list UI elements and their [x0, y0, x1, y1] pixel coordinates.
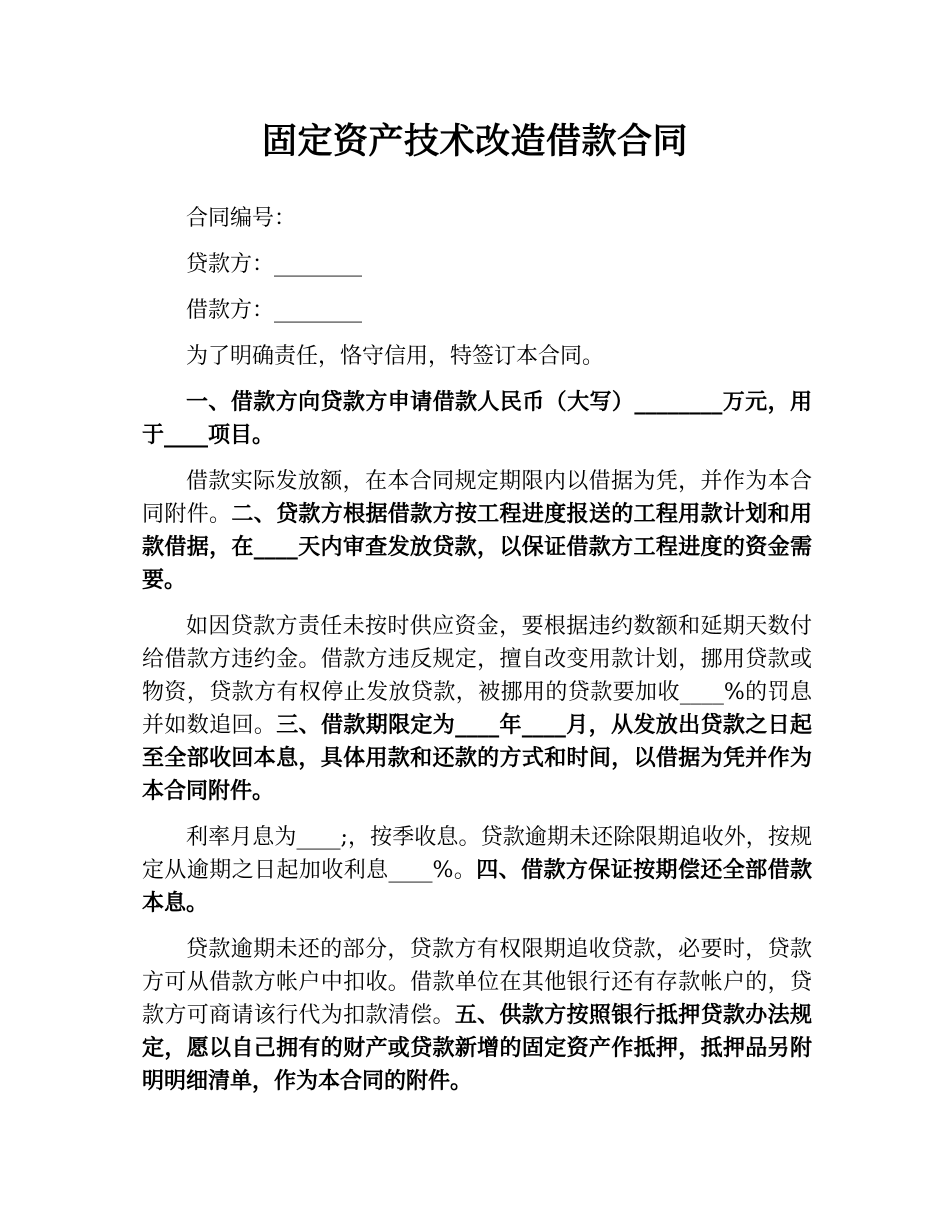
clause-3-heading: 三、借款期限定为____年____月，从发放出贷款之日起至全部收回本息，具体用款和还款的方式和时间，以借据为凭并作为本合同附件。 — [142, 713, 812, 804]
lender-line: 贷款方：________ — [186, 252, 363, 277]
clause-1-heading: 一、借款方向贷款方申请借款人民币（大写）________万元，用于____项目。 — [142, 390, 812, 448]
clause-3-paragraph — [142, 610, 812, 808]
document-title: 固定资产技术改造借款合同 — [261, 122, 688, 162]
preamble-paragraph: 为了明确责任，恪守信用，特签订本合同。 — [186, 344, 605, 369]
clause-2-heading: 二、贷款方根据借款方按工程进度报送的工程用款计划和用款借据，在____天内审查发放贷款，以保证借款方工程进度的资金需要。 — [142, 502, 812, 593]
clause-2-preceding-text: 借款实际发放额，在本合同规定期限内以借据为凭，并作为本合同附件。 — [142, 469, 812, 527]
clause-4-preceding-text: 利率月息为____;，按季收息。贷款逾期未还除限期追收外，按规定从逾期之日起加收利息____%。 — [142, 825, 812, 883]
document-body — [142, 202, 812, 1111]
clause-5-paragraph — [142, 933, 812, 1098]
clause-5-heading: 五、供款方按照银行抵押贷款办法规定，愿以自己拥有的财产或贷款新增的固定资产作抵押，抵押品另附明明细清单，作为本合同的附件。 — [142, 1003, 812, 1094]
contract-number-line: 合同编号： — [186, 206, 297, 231]
borrower-line: 借款方：________ — [186, 298, 363, 323]
clause-4-heading: 四、借款方保证按期偿还全部借款本息。 — [142, 858, 812, 916]
clause-3-preceding-text: 如因贷款方责任未按时供应资金，要根据违约数额和延期天数付给借款方违约金。借款方违反规定，擅自改变用款计划，挪用贷款或物资，贷款方有权停止发放贷款，被挪用的贷款要加收____%的罚息并如数追回。 — [142, 614, 812, 738]
clause-2-paragraph — [142, 465, 812, 597]
clause-5-preceding-text: 贷款逾期未还的部分，贷款方有权限期追收贷款，必要时，贷款方可从借款方帐户中扣收。借款单位在其他银行还有存款帐户的，贷款方可商请该行代为扣款清偿。 — [142, 937, 812, 1028]
clause-4-paragraph — [142, 821, 812, 920]
